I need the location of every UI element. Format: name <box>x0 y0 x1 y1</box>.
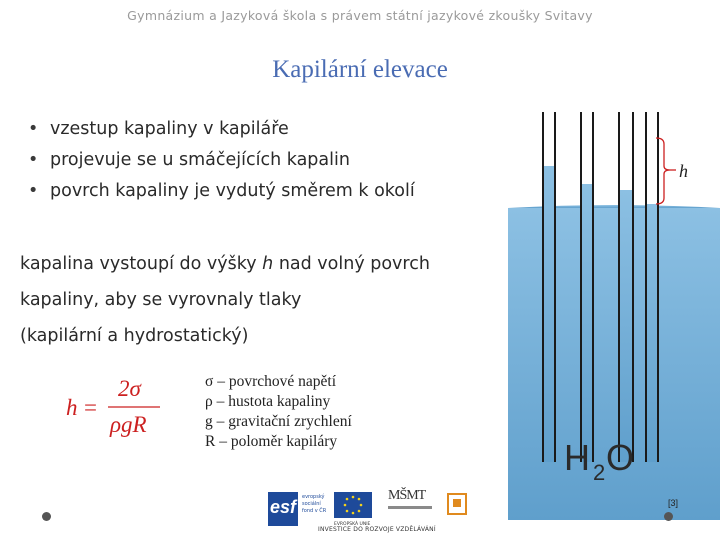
formula-numerator: 2σ <box>118 376 141 401</box>
water-formula-subscript: 2 <box>593 460 606 485</box>
footer-tagline: INVESTICE DO ROZVOJE VZDĚLÁVÁNÍ <box>318 526 436 533</box>
eu-logo-caption: EVROPSKÁ UNIE <box>334 522 371 527</box>
bullet-text: projevuje se u smáčejících kapalin <box>50 150 350 170</box>
legend-item: R – poloměr kapiláry <box>205 433 338 450</box>
water-formula-base: H <box>564 437 590 478</box>
esf-logo <box>268 492 334 526</box>
school-header: Gymnázium a Jazyková škola s právem státní jazykové zkoušky Svitavy <box>127 8 593 23</box>
bullet-text: vzestup kapaliny v kapiláře <box>50 119 289 139</box>
capillary-liquid <box>620 190 632 462</box>
explanation-paragraph <box>20 246 510 354</box>
msmt-logo-text: MŠMT <box>388 488 426 503</box>
msmt-logo-bar <box>388 506 432 509</box>
eu-logo <box>334 492 372 526</box>
capillary-liquid <box>544 166 554 462</box>
bullet-list <box>28 116 415 209</box>
esf-logo-caption: evropský sociální fond v ČR <box>302 494 327 514</box>
formula-lhs: h <box>66 395 78 420</box>
esf-logo-text: esf <box>270 497 297 517</box>
legend-item: ρ – hustota kapaliny <box>205 393 331 410</box>
water-formula-tail: O <box>606 437 635 478</box>
op-logo <box>446 492 468 520</box>
paragraph-line-3: (kapilární a hydrostatický) <box>20 326 249 346</box>
slide-title: Kapilární elevace <box>272 56 448 83</box>
bullet-text: povrch kapaliny je vydutý směrem k okolí <box>50 181 415 201</box>
paragraph-line-1 <box>20 254 430 274</box>
op-logo-icon <box>446 492 468 520</box>
capillary-liquid <box>582 184 592 462</box>
paragraph-text: kapalina vystoupí do výšky <box>20 254 263 274</box>
bullet-item <box>28 147 415 178</box>
paragraph-text: nad volný povrch <box>273 254 430 274</box>
height-symbol: h <box>262 254 274 274</box>
figure-reference: [3] <box>668 498 679 508</box>
bullet-item <box>28 116 415 147</box>
liquid-surface <box>508 205 720 208</box>
bullet-icon: • <box>28 181 39 201</box>
msmt-logo <box>388 488 432 524</box>
formula-denominator: ρgR <box>110 412 147 437</box>
height-label: h <box>679 161 688 181</box>
capillary-liquid <box>647 204 657 462</box>
formula-equals: = <box>84 395 97 420</box>
capillary-formula <box>60 370 170 450</box>
capillary-figure <box>508 104 720 520</box>
eu-flag-icon <box>334 492 372 518</box>
legend-item: σ – povrchové napětí <box>205 373 337 390</box>
bullet-icon: • <box>28 150 39 170</box>
symbol-legend <box>205 372 352 452</box>
paragraph-line-2: kapaliny, aby se vyrovnaly tlaky <box>20 290 302 310</box>
legend-item: g – gravitační zrychlení <box>205 413 352 430</box>
bullet-item <box>28 178 415 209</box>
bullet-icon: • <box>28 119 39 139</box>
footer-logos <box>0 486 720 540</box>
